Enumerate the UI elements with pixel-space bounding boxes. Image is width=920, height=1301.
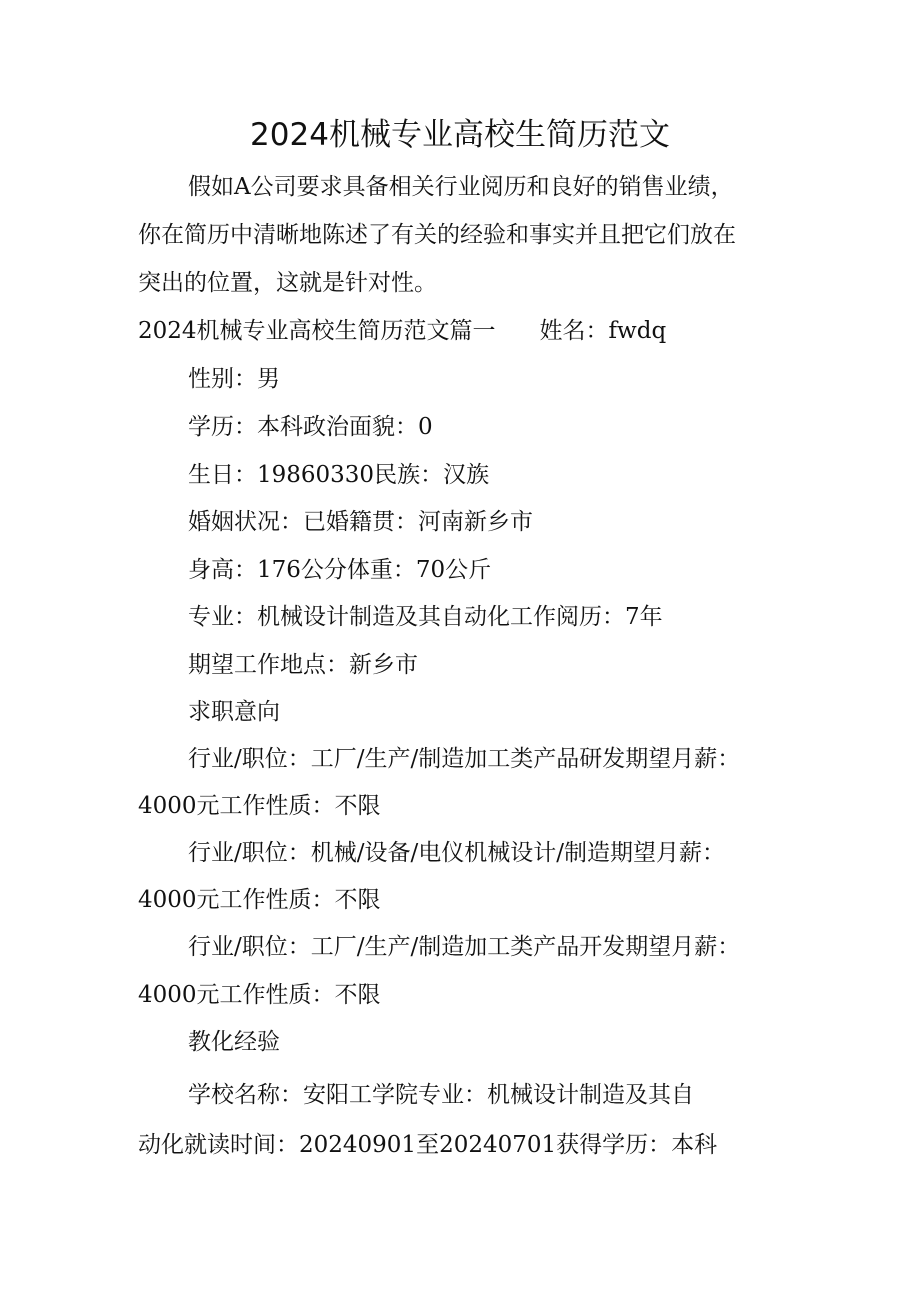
education-heading: 教化经验 <box>188 1029 280 1055</box>
document-title: 2024机械专业高校生简历范文 <box>250 117 670 153</box>
intro-line-1: 假如A公司要求具备相关行业阅历和良好的销售业绩， <box>188 174 734 200</box>
name-field: 姓名：fwdq <box>539 318 667 344</box>
desired-location-field: 期望工作地点：新乡市 <box>188 652 418 678</box>
birth-ethnicity-field: 生日：19860330民族：汉族 <box>188 462 490 488</box>
section-heading: 2024机械专业高校生简历范文篇一 <box>138 318 496 344</box>
school-line-1: 学校名称：安阳工学院专业：机械设计制造及其自 <box>188 1082 694 1108</box>
gender-field: 性别：男 <box>188 366 280 392</box>
section-heading-row <box>138 314 666 348</box>
job-intention-heading: 求职意向 <box>188 699 280 725</box>
intention-2-line-1: 行业/职位：机械/设备/电仪机械设计/制造期望月薪： <box>188 840 725 866</box>
intention-1-line-2: 4000元工作性质：不限 <box>138 793 381 819</box>
education-politics-field: 学历：本科政治面貌：0 <box>188 414 433 440</box>
height-weight-field: 身高：176公分体重：70公斤 <box>188 557 492 583</box>
intention-3-line-2: 4000元工作性质：不限 <box>138 982 381 1008</box>
marital-hometown-field: 婚姻状况：已婚籍贯：河南新乡市 <box>188 509 533 535</box>
intention-3-line-1: 行业/职位：工厂/生产/制造加工类产品开发期望月薪： <box>188 934 741 960</box>
intro-line-3: 突出的位置，这就是针对性。 <box>138 270 437 296</box>
intention-1-line-1: 行业/职位：工厂/生产/制造加工类产品研发期望月薪： <box>188 746 741 772</box>
school-line-2: 动化就读时间：20240901至20240701获得学历：本科 <box>138 1132 718 1158</box>
intention-2-line-2: 4000元工作性质：不限 <box>138 887 381 913</box>
major-experience-field: 专业：机械设计制造及其自动化工作阅历：7年 <box>188 604 663 630</box>
intro-line-2: 你在简历中清晰地陈述了有关的经验和事实并且把它们放在 <box>138 222 736 248</box>
